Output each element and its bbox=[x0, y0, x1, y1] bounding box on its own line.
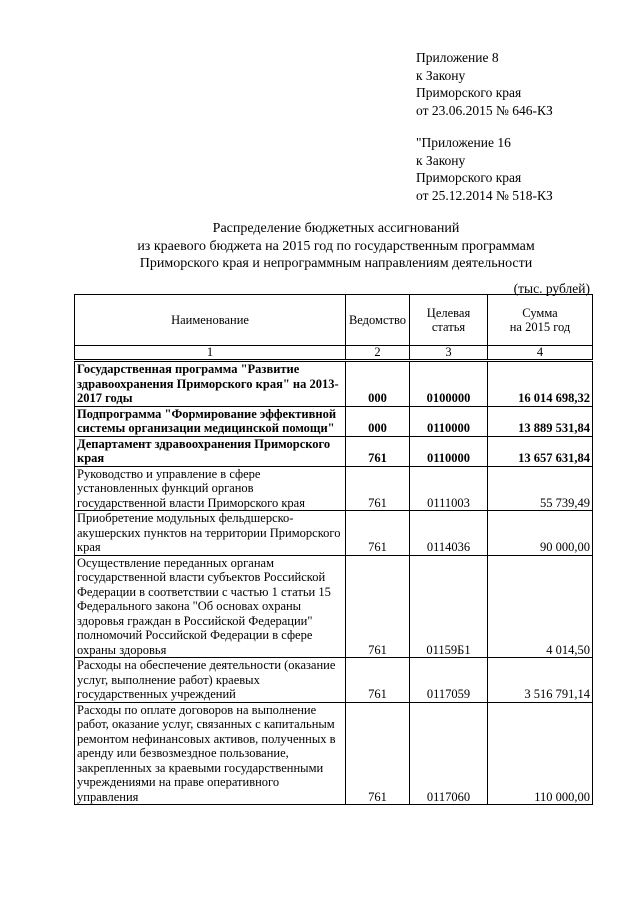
table-row bbox=[75, 361, 593, 407]
row-vedomstvo: 761 bbox=[346, 511, 410, 556]
title-line: Распределение бюджетных ассигнований bbox=[212, 221, 460, 236]
appendix-line: к Закону bbox=[416, 152, 466, 168]
row-vedomstvo: 761 bbox=[346, 466, 410, 511]
row-target-article: 0111003 bbox=[410, 466, 488, 511]
row-target-article: 0110000 bbox=[410, 406, 488, 436]
header-sum: Сумма на 2015 год bbox=[488, 295, 593, 346]
appendix-current-block bbox=[416, 49, 553, 119]
appendix-line: к Закону bbox=[416, 67, 466, 83]
row-sum: 110 000,00 bbox=[488, 702, 593, 805]
header-name: Наименование bbox=[75, 295, 346, 346]
appendix-line: Приморского края bbox=[416, 170, 522, 185]
row-name: Приобретение модульных фельдшерско-акушерских пунктов на территории Приморского края bbox=[75, 511, 346, 556]
row-sum: 3 516 791,14 bbox=[488, 658, 593, 703]
row-sum: 16 014 698,32 bbox=[488, 361, 593, 407]
table-row bbox=[75, 466, 593, 511]
row-name: Осуществление переданных органам государственной власти субъектов Российской Федерации в соответствии с частью 1 статьи 15 Федерального закона "Об основах охраны здоровья граждан в Российской Федерации" полномочий Российской Федерации в сфере охраны здоровья bbox=[75, 555, 346, 658]
row-vedomstvo: 761 bbox=[346, 555, 410, 658]
appendix-line: Приложение 8 bbox=[416, 50, 499, 65]
appendix-line: "Приложение 16 bbox=[416, 135, 511, 150]
row-sum: 4 014,50 bbox=[488, 555, 593, 658]
row-vedomstvo: 761 bbox=[346, 436, 410, 466]
title-line: из краевого бюджета на 2015 год по государственным программам bbox=[137, 238, 535, 254]
row-target-article: 0117060 bbox=[410, 702, 488, 805]
row-name: Расходы на обеспечение деятельности (оказание услуг, выполнение работ) краевых государственных учреждений bbox=[75, 658, 346, 703]
table-row bbox=[75, 406, 593, 436]
row-target-article: 0110000 bbox=[410, 436, 488, 466]
row-vedomstvo: 761 bbox=[346, 702, 410, 805]
row-vedomstvo: 000 bbox=[346, 406, 410, 436]
table-row bbox=[75, 555, 593, 658]
row-sum: 90 000,00 bbox=[488, 511, 593, 556]
row-sum: 13 889 531,84 bbox=[488, 406, 593, 436]
units-label: (тыс. рублей) bbox=[513, 281, 590, 296]
table-row bbox=[75, 658, 593, 703]
row-name: Департамент здравоохранения Приморского края bbox=[75, 436, 346, 466]
appendix-line: от 23.06.2015 № 646-КЗ bbox=[416, 102, 553, 118]
header-vedomstvo: Ведомство bbox=[346, 295, 410, 346]
row-target-article: 0100000 bbox=[410, 361, 488, 407]
row-vedomstvo: 761 bbox=[346, 658, 410, 703]
row-name: Подпрограмма "Формирование эффективной системы организации медицинской помощи" bbox=[75, 406, 346, 436]
document-title bbox=[0, 220, 640, 273]
column-number: 4 bbox=[488, 346, 593, 361]
budget-table bbox=[74, 294, 593, 805]
row-name: Руководство и управление в сфере установленных функций органов государственной власти Приморского края bbox=[75, 466, 346, 511]
table-row bbox=[75, 436, 593, 466]
appendix-line: от 25.12.2014 № 518-КЗ bbox=[416, 187, 553, 203]
appendix-original-block bbox=[416, 134, 553, 204]
row-sum: 13 657 631,84 bbox=[488, 436, 593, 466]
row-sum: 55 739,49 bbox=[488, 466, 593, 511]
table-row bbox=[75, 511, 593, 556]
row-target-article: 0114036 bbox=[410, 511, 488, 556]
row-target-article: 01159Б1 bbox=[410, 555, 488, 658]
header-target-article: Целевая статья bbox=[410, 295, 488, 346]
row-name: Расходы по оплате договоров на выполнение работ, оказание услуг, связанных с капитальным ремонтом нефинансовых активов, полученных в аренду или безвозмездное пользование, закрепленных за краевыми государственными учреждениями на праве оперативного управления bbox=[75, 702, 346, 805]
row-name: Государственная программа "Развитие здравоохранения Приморского края" на 2013-2017 годы bbox=[75, 361, 346, 407]
appendix-line: Приморского края bbox=[416, 85, 522, 100]
row-vedomstvo: 000 bbox=[346, 361, 410, 407]
column-number: 1 bbox=[75, 346, 346, 361]
row-target-article: 0117059 bbox=[410, 658, 488, 703]
table-row bbox=[75, 702, 593, 805]
title-line: Приморского края и непрограммным направлениям деятельности bbox=[139, 256, 533, 271]
column-number: 2 bbox=[346, 346, 410, 361]
column-number: 3 bbox=[410, 346, 488, 361]
